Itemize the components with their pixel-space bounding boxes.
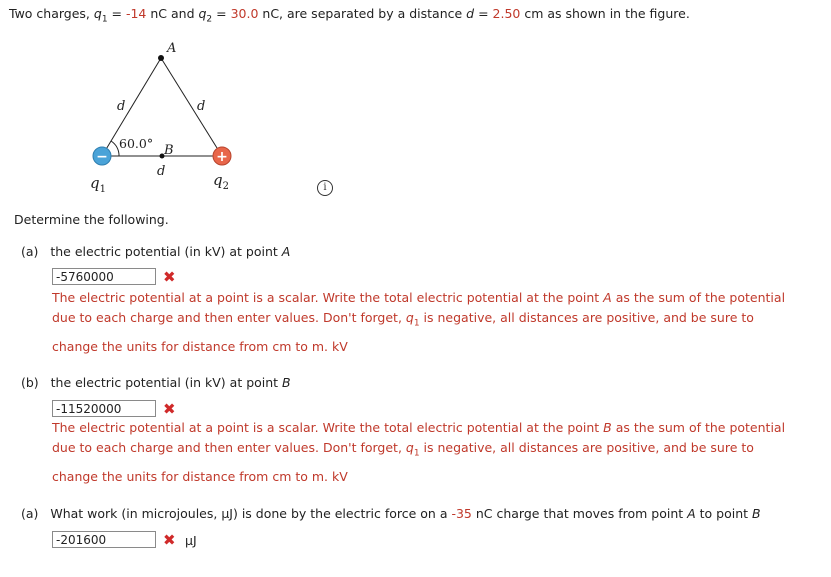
part-c-question xyxy=(21,506,761,521)
label-q2: $q_2$ xyxy=(213,171,229,192)
part-b-incorrect-icon: ✖ xyxy=(163,400,176,418)
part-a-label: (a) xyxy=(21,244,39,259)
part-a-answer-input[interactable]: -5760000 xyxy=(52,268,156,285)
label-B: B xyxy=(164,143,174,158)
d-symbol: d xyxy=(466,6,475,21)
triangle-figure xyxy=(0,30,831,240)
label-d-bottom: d xyxy=(157,164,166,179)
q1-symbol: q xyxy=(93,6,102,21)
part-b-feedback: The electric potential at a point is a scalar. Write the total electric potential at the point B as the sum of the potential due to each charge and then enter values. Don't forget, $q_1$ is negative, all distances are positive, and be sure to change the units for distance from cm to m. kV xyxy=(52,420,786,484)
part-c-text-2: nC charge that moves from point xyxy=(471,506,688,521)
label-q1: $q_1$ xyxy=(90,174,106,195)
part-a-incorrect-icon: ✖ xyxy=(163,268,176,286)
label-A: A xyxy=(167,41,177,56)
info-icon-glyph: i xyxy=(323,182,327,193)
equals: = xyxy=(212,6,231,21)
d-unit: cm as shown in the figure. xyxy=(520,6,690,21)
part-c-text-3: to point xyxy=(695,506,753,521)
d-value: 2.50 xyxy=(492,6,521,21)
part-c-to: B xyxy=(752,506,761,521)
part-a-feedback: The electric potential at a point is a scalar. Write the total electric potential at the point A as the sum of the potential due to each charge and then enter values. Don't forget, $q_1$ is negative, all distances are positive, and be sure to change the units for distance from cm to m. kV xyxy=(52,290,786,354)
equals: = xyxy=(474,6,493,21)
part-a-question xyxy=(21,244,290,259)
part-b-label: (b) xyxy=(21,375,39,390)
instructions: Determine the following. xyxy=(14,212,169,227)
q2-symbol: q xyxy=(198,6,207,21)
point-A-dot xyxy=(158,55,164,61)
part-b-answer-input[interactable]: -11520000 xyxy=(52,400,156,417)
equals: = xyxy=(107,6,126,21)
part-b-question xyxy=(21,375,291,390)
label-d-right: d xyxy=(197,99,206,114)
part-c-incorrect-icon: ✖ xyxy=(163,531,176,549)
part-c-charge: -35 xyxy=(451,506,472,521)
angle-label: 60.0° xyxy=(119,136,154,151)
q2-value: 30.0 xyxy=(230,6,259,21)
part-c-label: (a) xyxy=(21,506,39,521)
side-right xyxy=(161,58,222,156)
problem-statement xyxy=(9,6,690,25)
q2-subscript: 2 xyxy=(206,14,213,25)
q1-value: -14 xyxy=(125,6,147,21)
q1-minus-sign: − xyxy=(96,149,108,165)
part-a-text: the electric potential (in kV) at point xyxy=(50,244,282,259)
intro-text: Two charges, xyxy=(9,6,94,21)
part-b-text: the electric potential (in kV) at point xyxy=(50,375,283,390)
part-c-unit: μJ xyxy=(185,533,197,548)
label-d-left: d xyxy=(117,99,126,114)
part-c-text-1: What work (in microjoules, μJ) is done by the electric force on a xyxy=(50,506,452,521)
q2-plus-sign: + xyxy=(216,149,228,165)
q2-unit: nC, are separated by a distance xyxy=(258,6,467,21)
q1-subscript: 1 xyxy=(101,14,108,25)
info-icon[interactable] xyxy=(317,180,333,196)
part-c-answer-input[interactable]: -201600 xyxy=(52,531,156,548)
part-b-point: B xyxy=(282,375,291,390)
angle-arc xyxy=(111,141,119,156)
part-c-from: A xyxy=(687,506,696,521)
part-a-point: A xyxy=(281,244,291,259)
q1-unit: nC and xyxy=(146,6,199,21)
